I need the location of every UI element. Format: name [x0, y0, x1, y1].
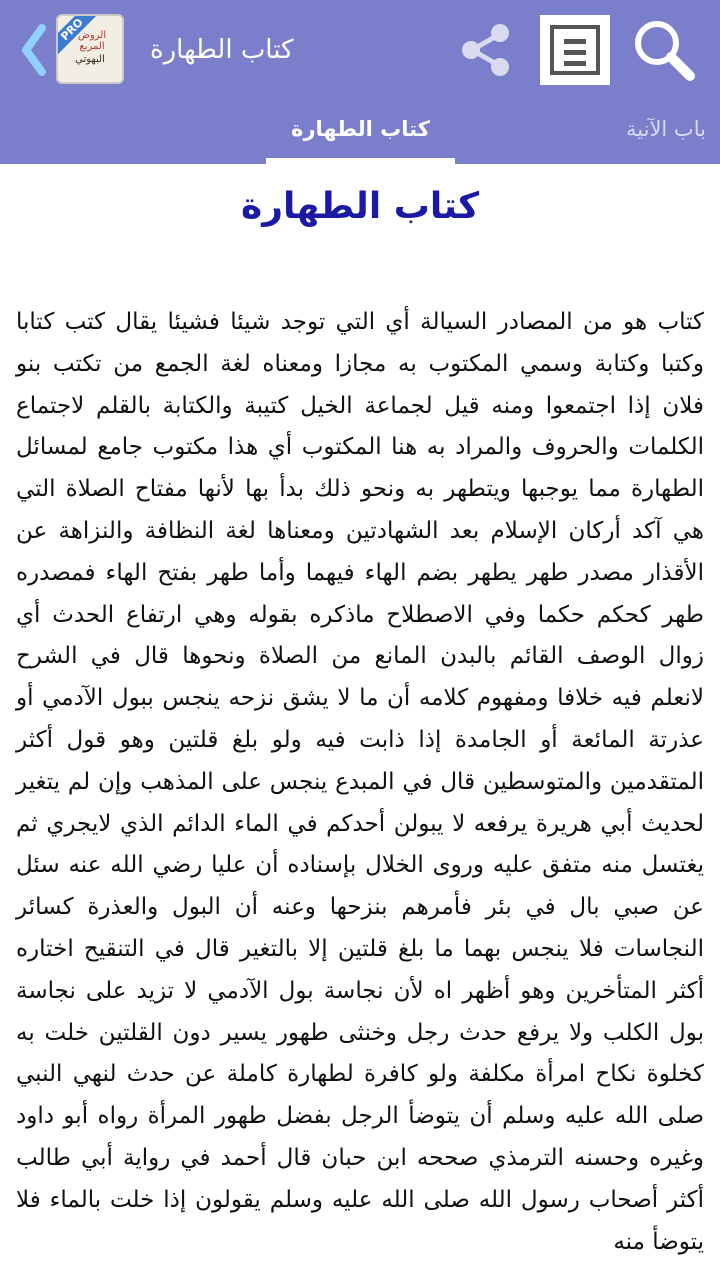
search-icon[interactable]: [630, 16, 698, 84]
menu-icon[interactable]: [540, 15, 610, 85]
content-title: كتاب الطهارة: [240, 186, 480, 227]
menu-icon-frame: [550, 25, 600, 75]
content-body: كتاب هو من المصادر السيالة أي التي توجد شيئا فشيئا يقال كتب كتابا وكتبا وكتابة وسمي المكتوب به مجازا ومعناه لغة الجمع من تكتب بنو فلان إذا اجتمعوا ومنه قيل لجماعة الخيل كتيبة والكتابة بالقلم لاجتماع الكلمات والحروف والمراد به هنا المكتوب أي هذا مكتوب جامع لمسائل الطهارة مما يوجبها ويتطهر به ونحو ذلك بدأ بها لأنها مفتاح الصلاة التي هي آكد أركان الإسلام بعد الشهادتين ومعناها لغة النظافة والنزاهة عن الأقذار مصدر طهر يطهر بضم الهاء فيهما وأما طهر بفتح الهاء فمصدره طهر كحكم حكما وفي الاصطلاح ماذكره بقوله وهي ارتفاع الحدث أي زوال الوصف القائم بالبدن المانع من الصلاة ونحوها قال في الشرح لانعلم فيه خلافا ومفهوم كلامه أن ما لا يشق نزحه ينجس ببول الآدمي أو عذرتة المائعة أو الجامدة إذا ذابت فيه ولو بلغ قلتين وهو قول أكثر المتقدمين والمتوسطين قال في المبدع ينجس على المذهب وإن لم يتغير لحديث أبي هريرة يرفعه لا يبولن أحدكم في الماء الدائم الذي لايجري ثم يغتسل منه متفق عليه وروى الخلال بإسناده أن عليا رضي الله عنه سئل عن صبي بال في بئر فأمرهم بنزحها وعنه أن البول والعذرة كسائر النجاسات فلا ينجس بهما ما بلغ قلتين إلا بالتغير قال في التنقيح اختاره أكثر المتأخرين وهو أظهر اه لأن نجاسة بول الآدمي لا تزيد على نجاسة بول الكلب ولا يرفع حدث رجل وخنثى طهور يسير دون القلتين خلت به كخلوة نكاح امرأة مكلفة ولو كافرة لطهارة كاملة عن حدث لنهي النبي صلى الله عليه وسلم أن يتوضأ الرجل بفضل طهور المرأة رواه أبو داود وغيره وحسنه الترمذي صححه ابن حبان قال أحمد في رواية أبي طالب أكثر أصحاب رسول الله صلى الله عليه وسلم يقولون إذا خلت بالماء فلا يتوضأ منه: [16, 309, 704, 1255]
tab-bab-al-aniya[interactable]: [626, 100, 706, 164]
app-title: كتاب الطهارة: [150, 35, 294, 65]
tab-kitab-al-tahara[interactable]: [266, 100, 455, 164]
logo-text-author: البهوتي: [75, 54, 105, 65]
app-bar: [0, 0, 720, 100]
menu-icon-line: [564, 61, 586, 66]
menu-icon-line: [564, 50, 586, 55]
app-logo[interactable]: [56, 14, 124, 84]
pro-badge: PRO: [56, 14, 97, 55]
tab-bar: [0, 100, 720, 164]
tab-label: كتاب الطهارة: [291, 117, 430, 141]
content-area[interactable]: [0, 164, 720, 1280]
share-icon[interactable]: [456, 20, 516, 80]
menu-icon-line: [564, 39, 586, 44]
logo-text-title: الروض المربع: [77, 30, 107, 52]
back-chevron-icon[interactable]: [14, 22, 54, 78]
tab-label: باب الآنية: [626, 117, 706, 141]
